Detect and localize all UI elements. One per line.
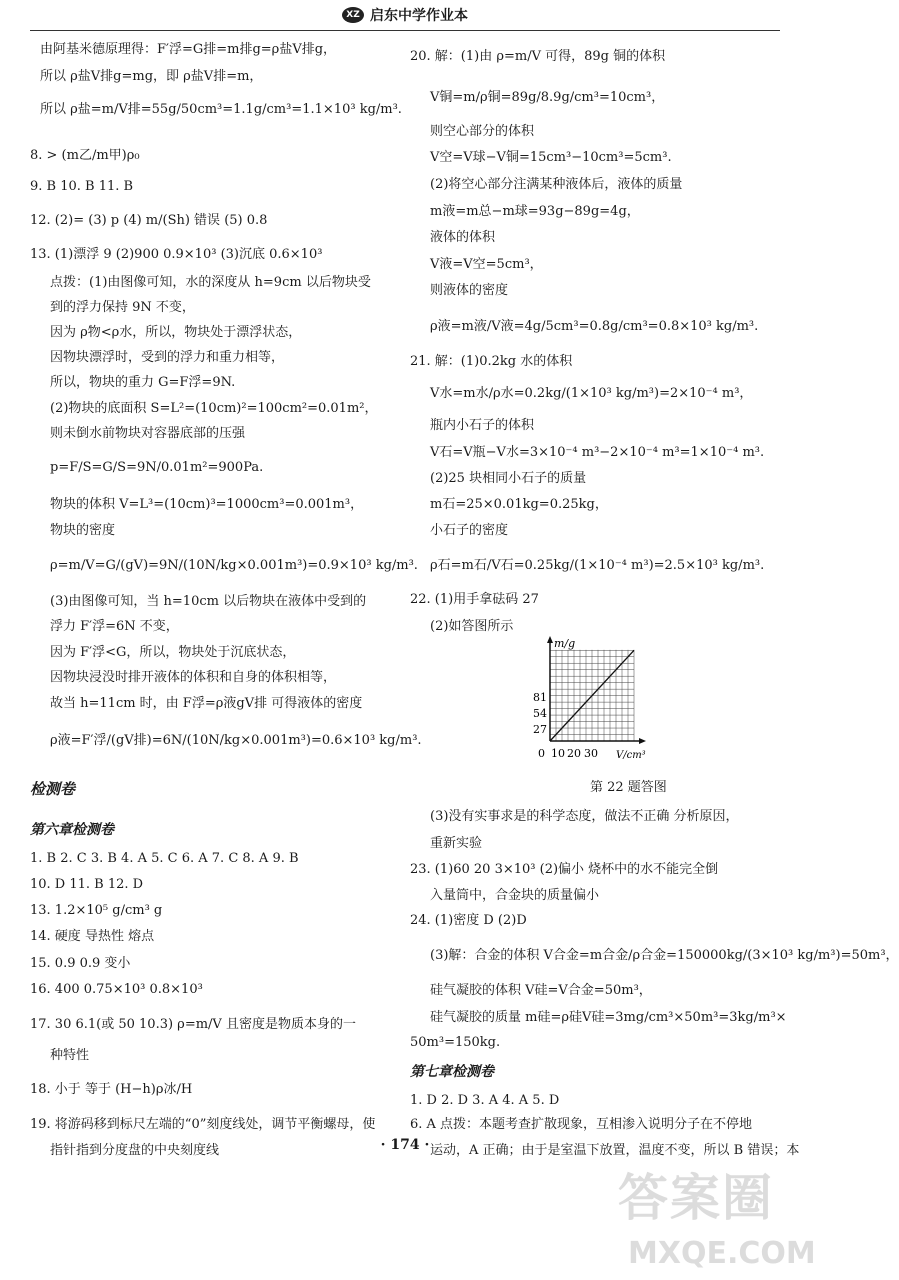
text-line: 19. 将游码移到标尺左端的“0”刻度线处，调节平衡螺母，使 [30,1117,376,1132]
text-line: (3)解：合金的体积 V合金=m合金/ρ合金=150000kg/(3×10³ kg/m³)=50m³， [430,948,899,963]
text-line: 点拨：(1)由图像可知，水的深度从 h=9cm 以后物块受 [50,275,371,290]
text-line: 23. (1)60 20 3×10³ (2)偏小 烧杯中的水不能完全倒 [410,862,719,877]
y-tick-label: 54 [533,707,547,720]
figure-22-graph [534,633,654,763]
x-axis-arrow [639,738,646,744]
text-line: 10. D 11. B 12. D [30,877,144,892]
text-line: 14. 硬度 导热性 熔点 [30,929,155,944]
text-line: 22. (1)用手拿砝码 27 [410,592,539,607]
text-line: 小石子的密度 [430,523,509,538]
text-line: (2)如答图所示 [430,619,514,634]
text-line: 则未倒水前物块对容器底部的压强 [50,426,246,441]
text-line: 18. 小于 等于 (H−h)ρ冰/H [30,1082,193,1097]
text-line: (2)将空心部分注满某种液体后，液体的质量 [430,177,683,192]
text-line: ρ=m/V=G/(gV)=9N/(10N/kg×0.001m³)=0.9×10³ kg/m³. [50,558,418,573]
text-line: 则液体的密度 [430,283,509,298]
watermark [618,1158,816,1278]
text-line: V石=V瓶−V水=3×10⁻⁴ m³−2×10⁻⁴ m³=1×10⁻⁴ m³. [430,445,765,460]
text-line: 16. 400 0.75×10³ 0.8×10³ [30,982,203,997]
text-line: 20. 解：(1)由 ρ=m/V 可得，89g 铜的体积 [410,49,666,64]
text-line: m液=m总−m球=93g−89g=4g， [430,204,640,219]
text-line: 液体的体积 [430,230,496,245]
text-line: V液=V空=5cm³， [430,257,543,272]
text-line: 瓶内小石子的体积 [430,418,535,433]
x-tick-label: 10 [551,747,565,760]
y-tick-label: 27 [533,723,547,736]
text-line: 硅气凝胶的质量 m硅=ρ硅V硅=3mg/cm³×50m³=3kg/m³× [430,1010,787,1025]
figure-caption: 第 22 题答图 [590,780,667,795]
text-line: ρ石=m石/V石=0.25kg/(1×10⁻⁴ m³)=2.5×10³ kg/m³. [430,558,765,573]
text-line: 13. (1)漂浮 9 (2)900 0.9×10³ (3)沉底 0.6×10³ [30,247,323,262]
text-line: 入量筒中，合金块的质量偏小 [430,888,600,903]
text-line: 12. (2)= (3) p (4) m/(Sh) 错误 (5) 0.8 [30,213,268,228]
text-line: V空=V球−V铜=15cm³−10cm³=5cm³. [430,150,672,165]
xz-logo: XZ [342,7,364,23]
text-line: 因为 F′浮<G，所以，物块处于沉底状态， [50,645,296,660]
text-line: 硅气凝胶的体积 V硅=V合金=50m³， [430,983,652,998]
x-axis-label: V/cm³ [616,750,646,761]
text-line: 指针指到分度盘的中央刻度线 [50,1143,220,1158]
text-line: 8. > (m乙/m甲)ρ₀ [30,148,140,163]
text-line: 所以 ρ盐=m/V排=55g/50cm³=1.1g/cm³=1.1×10³ kg/m³. [40,102,402,117]
watermark-logo-text: 答案圈 [618,1169,774,1227]
y-axis-label: m/g [554,637,576,650]
text-line: 1. D 2. D 3. A 4. A 5. D [410,1093,560,1108]
y-tick-label: 81 [533,691,547,704]
text-line: p=F/S=G/S=9N/0.01m²=900Pa. [50,460,264,475]
page-number: · 174 · [380,1137,430,1153]
text-line: (3)由图像可知，当 h=10cm 以后物块在液体中受到的 [50,594,367,609]
text-line: V水=m水/ρ水=0.2kg/(1×10³ kg/m³)=2×10⁻⁴ m³， [430,386,753,401]
x-tick-label: 0 [538,747,545,760]
text-line: 所以 ρ盐V排g=mg，即 ρ盐V排=m， [40,69,263,84]
text-line: 到的浮力保持 9N 不变， [50,300,195,315]
text-line: 因物块浸没时排开液体的体积和自身的体积相等， [50,670,337,685]
text-line: (2)25 块相同小石子的质量 [430,471,587,486]
text-line: 15. 0.9 0.9 变小 [30,956,131,971]
section-heading: 检测卷 [30,780,76,798]
x-tick-label: 20 [567,747,581,760]
text-line: 6. A 点拨：本题考查扩散现象，互相渗入说明分子在不停地 [410,1117,753,1132]
text-line: 因物块漂浮时，受到的浮力和重力相等， [50,350,285,365]
text-line: 运动，A 正确；由于是室温下放置，温度不变，所以 B 错误；本 [430,1143,800,1158]
x-tick-label: 30 [584,747,598,760]
y-axis-arrow [547,636,553,643]
text-line: 13. 1.2×10⁵ g/cm³ g [30,903,163,918]
chapter-heading: 第六章检测卷 [30,822,114,838]
text-line: 重新实验 [430,836,483,851]
header-title: 启东中学作业本 [370,8,468,24]
text-line: 17. 30 6.1(或 50 10.3) ρ=m/V 且密度是物质本身的一 [30,1017,356,1032]
text-line: 24. (1)密度 D (2)D [410,913,527,928]
text-line: 所以，物块的重力 G=F浮=9N. [50,375,236,390]
text-line: 故当 h=11cm 时，由 F浮=ρ液gV排 可得液体的密度 [50,696,363,711]
text-line: 9. B 10. B 11. B [30,179,134,194]
text-line: (3)没有实事求是的科学态度，做法不正确 分析原因， [430,809,739,824]
text-line: 21. 解：(1)0.2kg 水的体积 [410,354,573,369]
text-line: 50m³=150kg. [410,1035,501,1050]
text-line: 1. B 2. C 3. B 4. A 5. C 6. A 7. C 8. A 9. B [30,851,299,866]
text-line: ρ液=F′浮/(gV排)=6N/(10N/kg×0.001m³)=0.6×10³ kg/m³. [50,733,422,748]
graph-svg [534,633,654,763]
watermark-site-text: MXQE.COM [628,1236,816,1271]
text-line: 浮力 F′浮=6N 不变， [50,619,179,634]
text-line: 物块的密度 [50,523,116,538]
text-line: 则空心部分的体积 [430,124,535,139]
text-line: 因为 ρ物<ρ水，所以，物块处于漂浮状态， [50,325,302,340]
text-line: 物块的体积 V=L³=(10cm)³=1000cm³=0.001m³， [50,497,364,512]
text-line: 由阿基米德原理得：F′浮=G排=m排g=ρ盐V排g， [40,42,337,57]
text-line: m石=25×0.01kg=0.25kg， [430,497,608,512]
text-line: ρ液=m液/V液=4g/5cm³=0.8g/cm³=0.8×10³ kg/m³. [430,319,759,334]
text-line: 种特性 [50,1048,90,1063]
text-line: V铜=m/ρ铜=89g/8.9g/cm³=10cm³， [430,90,665,105]
text-line: (2)物块的底面积 S=L²=(10cm)²=100cm²=0.01m²， [50,401,378,416]
right-column [410,0,899,1220]
chapter-heading: 第七章检测卷 [410,1064,494,1080]
